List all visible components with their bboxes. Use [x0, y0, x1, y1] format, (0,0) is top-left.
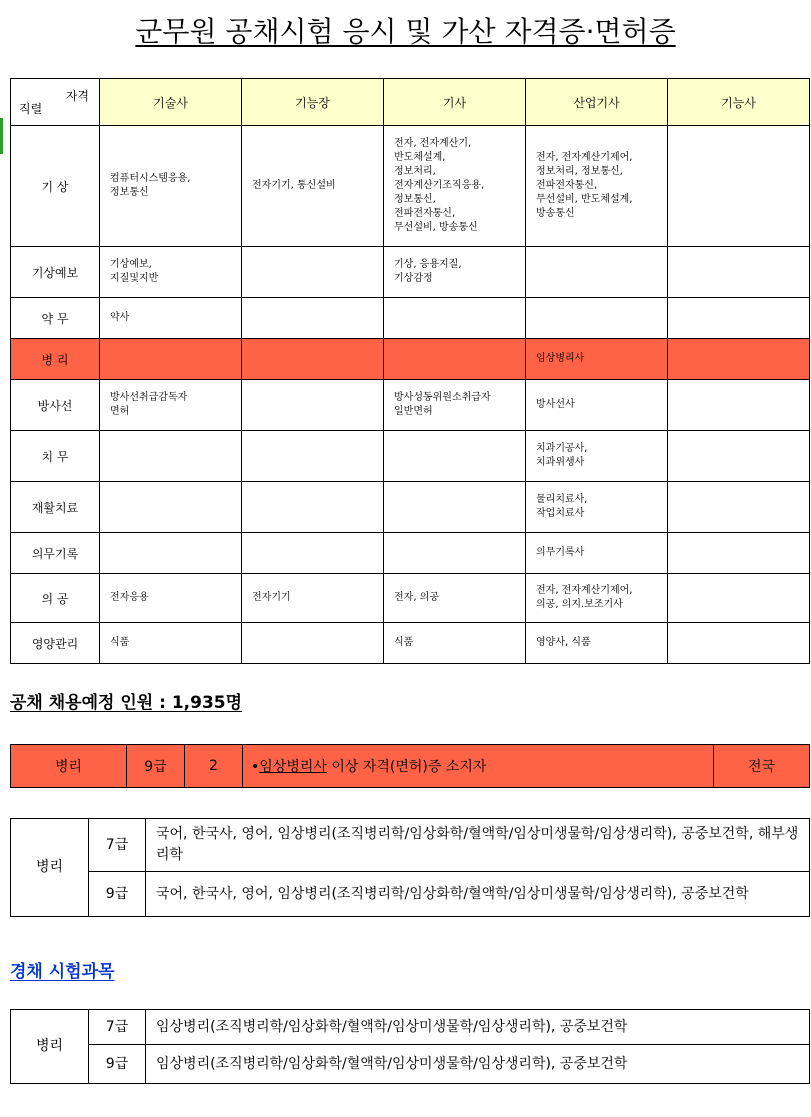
table-row [11, 339, 810, 380]
qualification-cell [384, 339, 526, 380]
qualification-cell [100, 339, 242, 380]
qualification-text: 전자, 전자계산기, 반도체설계, 정보처리, 전자계산기조직응용, 정보통신, 전파전자통신, 무선설비, 방송통신 [394, 138, 485, 233]
table-row [11, 872, 810, 917]
job-cell: 의무기록 [11, 533, 100, 574]
qualification-cell [526, 339, 668, 380]
table-row [11, 745, 810, 788]
qualification-cell [242, 298, 384, 339]
qualification-text: 식품 [394, 637, 414, 648]
corner-top-label: 자격 [65, 89, 89, 103]
qualification-text: 전자기기, 통신설비 [252, 180, 336, 191]
qualification-cell [526, 126, 668, 247]
job-cell: 기 상 [11, 126, 100, 247]
qualification-cell [100, 431, 242, 482]
subject-grade: 7급 [89, 1010, 146, 1045]
qualification-text: 약사 [110, 312, 130, 323]
qualification-cell [384, 126, 526, 247]
job-cell: 의 공 [11, 574, 100, 623]
career-heading[interactable]: 경채 시험과목 [10, 962, 115, 982]
job-cell: 재활치료 [11, 482, 100, 533]
qualification-cell [384, 380, 526, 431]
header-cell: 기술사 [100, 79, 242, 126]
qualification-cell [384, 298, 526, 339]
qualification-cell [242, 482, 384, 533]
qualification-cell [526, 574, 668, 623]
qualification-text: 임상병리사 [536, 353, 585, 364]
qualification-cell [526, 533, 668, 574]
qualification-cell [242, 247, 384, 298]
qualification-cell [526, 482, 668, 533]
qualification-cell [100, 126, 242, 247]
qualification-cell [242, 339, 384, 380]
qualification-cell [242, 380, 384, 431]
job-cell: 병 리 [11, 339, 100, 380]
qualification-cell [668, 623, 810, 664]
qualification-cell [526, 623, 668, 664]
qualification-cell [668, 126, 810, 247]
qualification-cell [100, 247, 242, 298]
qualification-cell [242, 126, 384, 247]
qualification-text: 방사선취급감독자 면허 [110, 392, 188, 417]
subject-text: 국어, 한국사, 영어, 임상병리(조직병리학/임상화학/혈액학/임상미생물학/임상생리학), 공중보건학 [146, 872, 810, 917]
recruit-heading: 공채 채용예정 인원 : 1,935명 [10, 693, 243, 713]
header-cell: 기사 [384, 79, 526, 126]
table-row [11, 126, 810, 247]
qualification-cell [384, 574, 526, 623]
subject-grade: 9급 [89, 872, 146, 917]
recruit-job: 병리 [11, 745, 127, 788]
side-marker [0, 118, 3, 154]
job-cell: 영양관리 [11, 623, 100, 664]
qualification-cell [668, 482, 810, 533]
recruit-grade: 9급 [127, 745, 185, 788]
qualification-cell [384, 533, 526, 574]
qualification-cell [668, 298, 810, 339]
qualification-text: 기상예보, 지질및지반 [110, 259, 159, 284]
qualification-text: 전자, 전자계산기제어, 정보처리, 정보통신, 전파전자통신, 무선설비, 반도체설계, 방송통신 [536, 152, 633, 219]
recruit-region: 전국 [714, 745, 810, 788]
qualification-cell [384, 431, 526, 482]
recruit-count: 2 [185, 745, 243, 788]
corner-bottom-label: 직렬 [19, 102, 43, 116]
qualification-cell [100, 623, 242, 664]
qualification-text: 의무기록사 [536, 547, 585, 558]
qualification-cell [668, 574, 810, 623]
subject-text: 임상병리(조직병리학/임상화학/혈액학/임상미생물학/임상생리학), 공중보건학 [146, 1010, 810, 1045]
page-title: 군무원 공채시험 응시 및 가산 자격증·면허증 [135, 15, 676, 48]
subject-job: 병리 [11, 819, 89, 917]
qualification-table [10, 78, 810, 664]
qualification-text: 컴퓨터시스템응용, 정보통신 [110, 173, 191, 198]
subject-text: 임상병리(조직병리학/임상화학/혈액학/임상미생물학/임상생리학), 공중보건학 [146, 1045, 810, 1084]
job-cell: 치 무 [11, 431, 100, 482]
table-corner-header [11, 79, 100, 126]
table-row [11, 247, 810, 298]
qualification-text: 전자, 의공 [394, 592, 439, 603]
qualification-cell [526, 380, 668, 431]
qualification-cell [384, 623, 526, 664]
table-row [11, 533, 810, 574]
qualification-text: 방사성동위원소취급자 일반면허 [394, 392, 491, 417]
public-subjects-table [10, 818, 810, 917]
qualification-cell [526, 247, 668, 298]
qualification-cell [100, 380, 242, 431]
career-subjects-table [10, 1009, 810, 1084]
qualification-cell [242, 533, 384, 574]
header-cell: 산업기사 [526, 79, 668, 126]
qualification-cell [384, 247, 526, 298]
bullet: • [251, 759, 260, 775]
header-cell: 기능사 [668, 79, 810, 126]
subject-job: 병리 [11, 1010, 89, 1084]
recruit-table [10, 744, 810, 788]
qualification-cell [100, 482, 242, 533]
qualification-text: 방사선사 [536, 399, 575, 410]
job-cell: 약 무 [11, 298, 100, 339]
job-cell: 기상예보 [11, 247, 100, 298]
qualification-text: 전자기기 [252, 592, 291, 603]
table-row [11, 431, 810, 482]
qualification-text: 식품 [110, 637, 130, 648]
subject-grade: 9급 [89, 1045, 146, 1084]
job-cell: 방사선 [11, 380, 100, 431]
table-row [11, 1010, 810, 1045]
table-row [11, 298, 810, 339]
qualification-cell [668, 380, 810, 431]
qualification-text: 기상, 응용지질, 기상감정 [394, 259, 462, 284]
qualification-text: 영양사, 식품 [536, 637, 591, 648]
qualification-cell [242, 431, 384, 482]
qualification-cell [384, 482, 526, 533]
subject-grade: 7급 [89, 819, 146, 872]
table-row [11, 574, 810, 623]
qualification-cell [242, 623, 384, 664]
qualification-text: 물리치료사, 작업치료사 [536, 494, 588, 519]
recruit-description-rest: 이상 자격(면허)증 소지자 [326, 759, 487, 775]
table-row [11, 819, 810, 872]
table-row [11, 623, 810, 664]
qualification-cell [526, 298, 668, 339]
qualification-cell [100, 533, 242, 574]
qualification-link[interactable]: 임상병리사 [259, 759, 327, 775]
qualification-text: 치과기공사, 치과위생사 [536, 443, 588, 468]
qualification-cell [668, 339, 810, 380]
table-row [11, 380, 810, 431]
qualification-cell [100, 574, 242, 623]
header-cell: 기능장 [242, 79, 384, 126]
table-row [11, 1045, 810, 1084]
qualification-cell [668, 247, 810, 298]
qualification-cell [526, 431, 668, 482]
subject-text: 국어, 한국사, 영어, 임상병리(조직병리학/임상화학/혈액학/임상미생물학/임상생리학), 공중보건학, 해부생리학 [146, 819, 810, 872]
qualification-text: 전자, 전자계산기제어, 의공, 의지.보조기사 [536, 585, 633, 610]
recruit-description [243, 745, 714, 788]
qualification-cell [100, 298, 242, 339]
qualification-text: 전자응용 [110, 592, 149, 603]
qualification-cell [668, 431, 810, 482]
table-row [11, 482, 810, 533]
qualification-cell [242, 574, 384, 623]
qualification-cell [668, 533, 810, 574]
